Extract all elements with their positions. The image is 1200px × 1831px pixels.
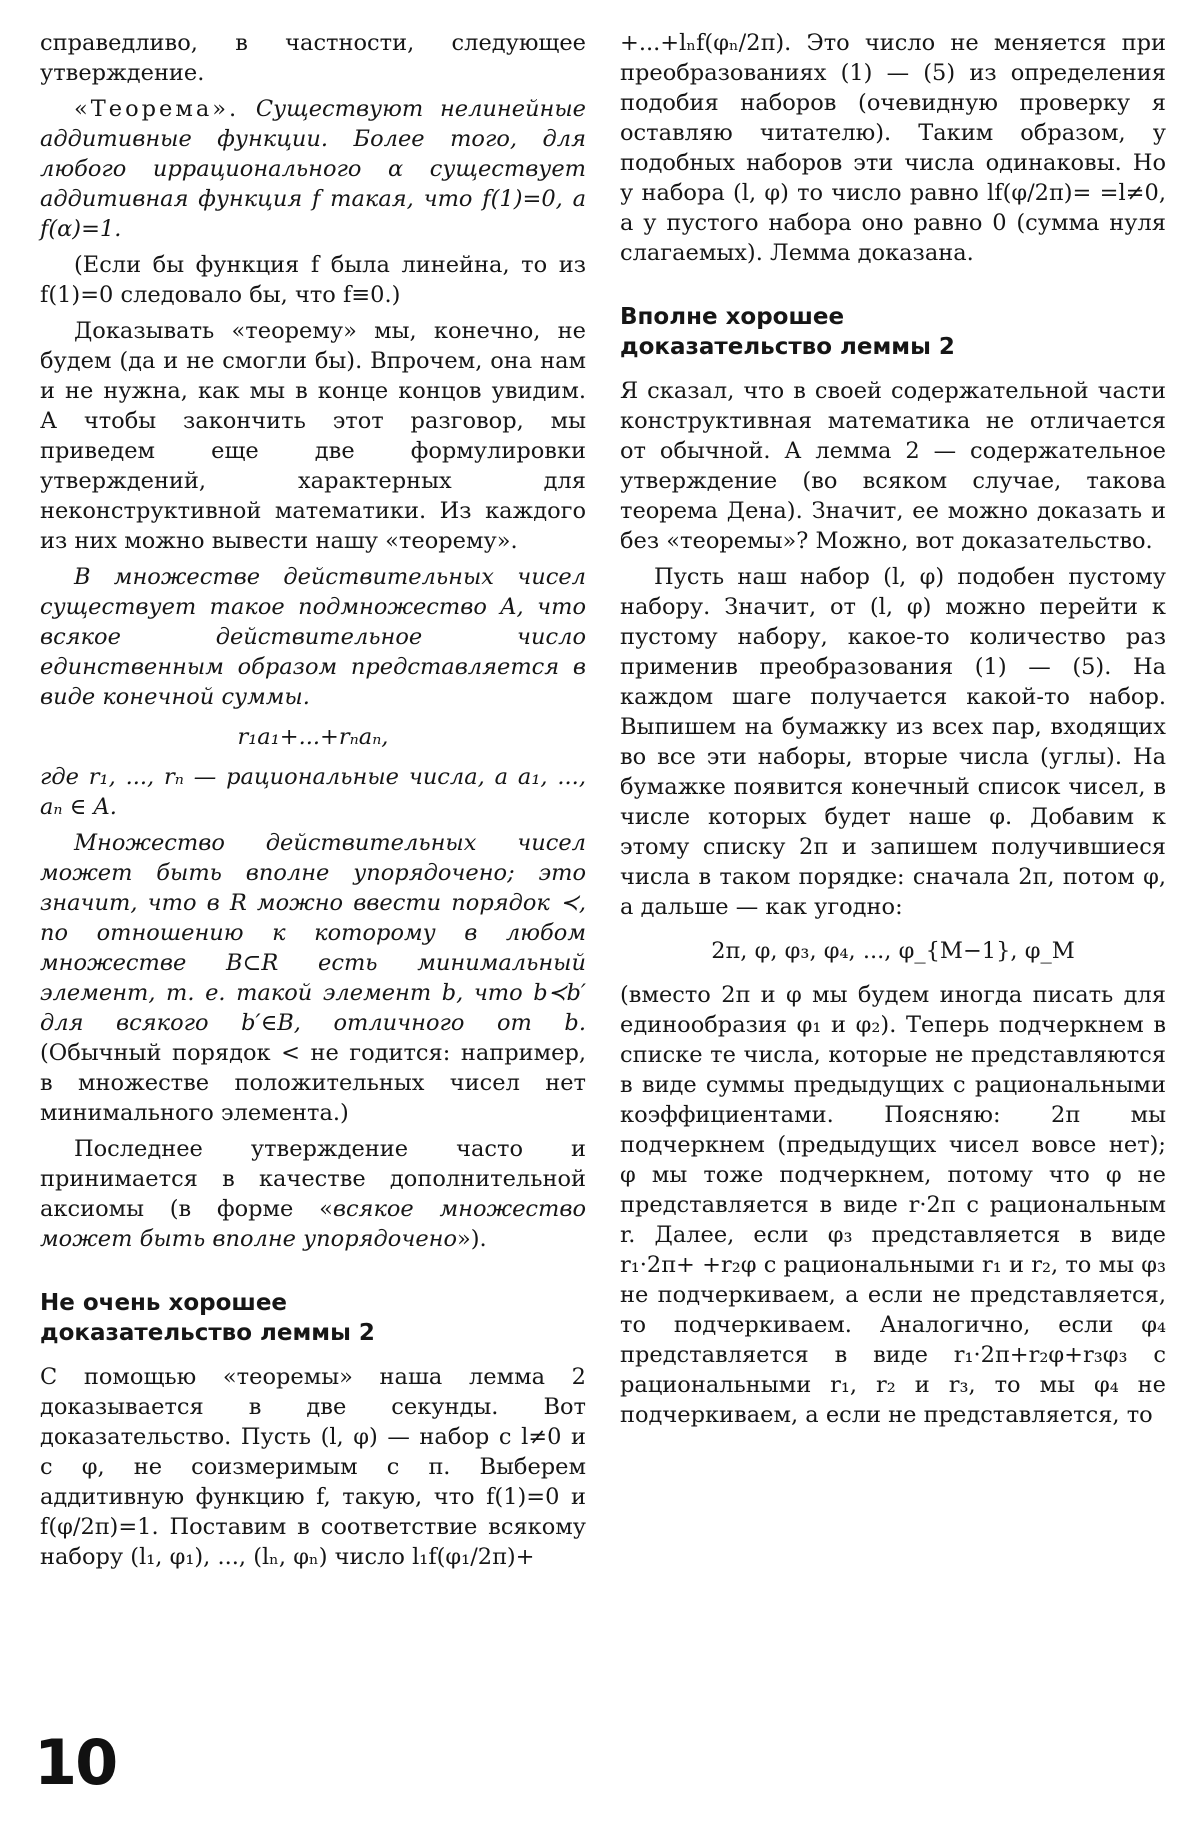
paragraph: справедливо, в частности, следующее утверждение. — [40, 30, 586, 86]
italic-statement: Множество действительных чисел может быть вполне упорядочено; это значит, что в R можно ввести порядок ≺, по отношению к которому в любом множестве B⊂R есть минимальный элемент, т. е. такой элемент b, что b≺b′ для всякого b′∈B, отличного от b. — [40, 830, 586, 1036]
section-heading — [40, 1288, 586, 1348]
italic-text: всякое множество может быть вполне упорядочено — [40, 1196, 586, 1252]
remark: (Обычный порядок < не годится: например, в множестве положительных чисел нет минимального элемента.) — [40, 1040, 586, 1126]
italic-statement: В множестве действительных чисел существует такое подмножество A, что всякое действительное число единственным образом представляется в виде конечной суммы. — [40, 564, 586, 710]
heading-line: Не очень хорошее — [40, 1290, 288, 1316]
text: Последнее утверждение часто и принимается в качестве дополнительной аксиомы (в форме « — [40, 1136, 586, 1222]
well-order-paragraph — [40, 828, 586, 1128]
paragraph: Я сказал, что в своей содержательной части конструктивная математика не отличается от обычной. А лемма 2 — содержательное утверждение (во всяком случае, такова теорема Дена). Значит, ее можно доказать и без «теоремы»? Можно, вот доказательство. — [620, 378, 1166, 554]
paragraph: (Если бы функция f была линейна, то из f(1)=0 следовало бы, что f≡0.) — [40, 252, 586, 308]
page-number: 10 — [34, 1726, 117, 1799]
paragraph: (вместо 2π и φ мы будем иногда писать для единообразия φ₁ и φ₂). Теперь подчеркнем в списке те числа, которые не представляются в виде суммы предыдущих с рациональными коэффициентами. Поясняю: 2π мы подчеркнем (предыдущих чисел вовсе нет); φ мы тоже подчеркнем, потому что φ не представляется в виде r·2π с рациональным r. Далее, если φ₃ представляется в виде r₁·2π+ +r₂φ с рациональными r₁ и r₂, то мы φ₃ не подчеркиваем, а если не представляется, то подчеркиваем. Аналогично, если φ₄ представляется в виде r₁·2π+r₂φ+r₃φ₃ с рациональными r₁, r₂ и r₃, то мы φ₄ не подчеркиваем, а если не представляется, то — [620, 982, 1166, 1428]
theorem-label: «Теорема». — [74, 96, 240, 122]
formula: 2π, φ, φ₃, φ₄, ..., φ_{M−1}, φ_M — [711, 938, 1075, 964]
right-column — [620, 28, 1166, 1436]
heading-line: доказательство леммы 2 — [620, 334, 955, 360]
paragraph: Пусть наш набор (l, φ) подобен пустому набору. Значит, от (l, φ) можно перейти к пустому набору, какое-то количество раз применив преобразования (1) — (5). На каждом шаге получается какой-то набор. Выпишем на бумажку из всех пар, входящих во все эти наборы, вторые числа (углы). На бумажке появится конечный список чисел, в числе которых будет наше φ. Добавим к этому списку 2π и запишем получившиеся числа в таком порядке: сначала 2π, потом φ, а дальше — как угодно: — [620, 564, 1166, 920]
paragraph: С помощью «теоремы» наша лемма 2 доказывается в две секунды. Вот доказательство. Пусть (l, φ) — набор с l≠0 и с φ, не соизмеримым с π. Выберем аддитивную функцию f, такую, что f(1)=0 и f(φ/2π)=1. Поставим в соответствие всякому набору (l₁, φ₁), ..., (lₙ, φₙ) число l₁f(φ₁/2π)+ — [40, 1364, 586, 1570]
formula: r₁a₁+...+rₙaₙ, — [237, 724, 389, 750]
text: »). — [457, 1226, 487, 1252]
paragraph: Доказывать «теорему» мы, конечно, не будем (да и не смогли бы). Впрочем, она нам и не нужна, как мы в конце концов увидим. А чтобы закончить этот разговор, мы приведем еще две формулировки утверждений, характерных для неконструктивной математики. Из каждого из них можно вывести нашу «теорему». — [40, 318, 586, 554]
paragraph: где r₁, ..., rₙ — рациональные числа, а a₁, ..., aₙ ∈ A. — [40, 764, 586, 820]
theorem-paragraph — [40, 94, 586, 244]
left-column — [40, 28, 586, 1578]
heading-line: Вполне хорошее — [620, 304, 845, 330]
section-heading — [620, 302, 1166, 362]
paragraph — [40, 1134, 586, 1254]
paragraph: +...+lₙf(φₙ/2π). Это число не меняется при преобразованиях (1) — (5) из определения подобия наборов (очевидную проверку я оставляю читателю). Таким образом, у подобных наборов эти числа одинаковы. Но у набора (l, φ) то число равно lf(φ/2π)= =l≠0, а у пустого набора оно равно 0 (сумма нуля слагаемых). Лемма доказана. — [620, 30, 1166, 266]
heading-line: доказательство леммы 2 — [40, 1320, 375, 1346]
theorem-text: Существуют нелинейные аддитивные функции. Более того, для любого иррационального α существует аддитивная функция f такая, что f(1)=0, a f(α)=1. — [40, 96, 586, 242]
